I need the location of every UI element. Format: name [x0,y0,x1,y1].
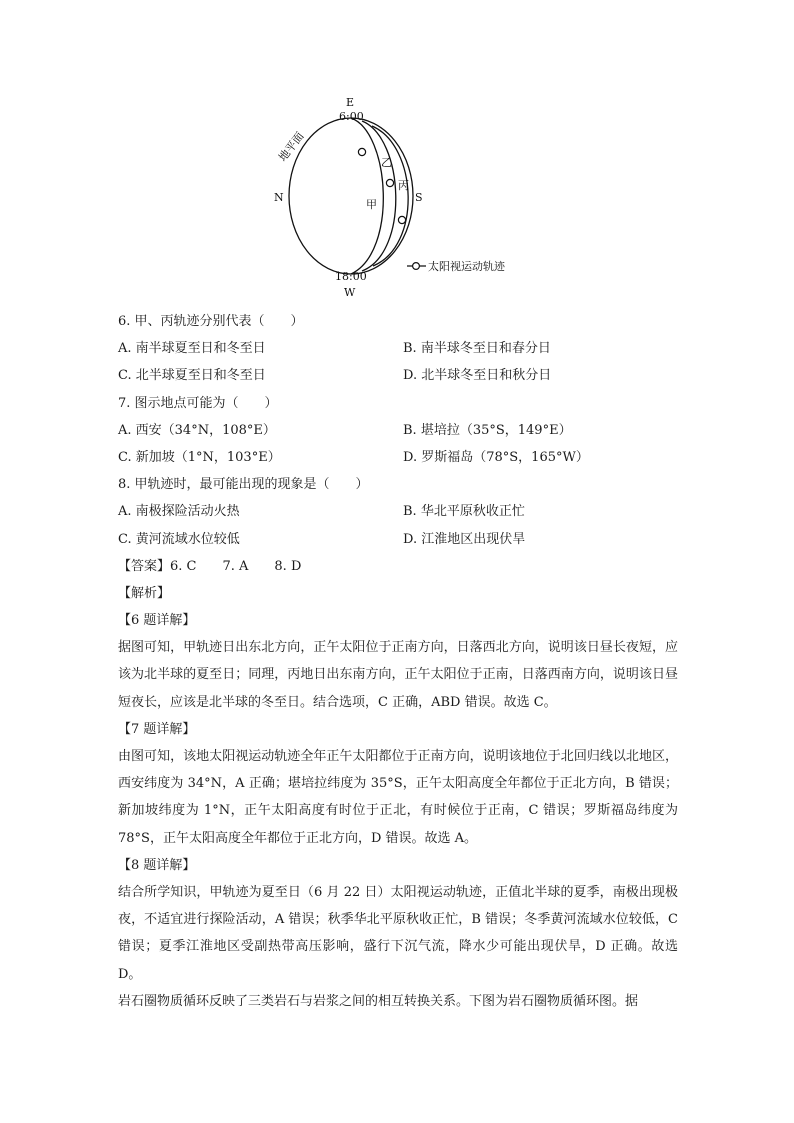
question-content [118,308,678,1015]
q6-options-ab [118,335,678,362]
label-horizon-plane: 地平面 [276,129,307,164]
q7-option-d: D. 罗斯福岛（78°S，165°W） [403,449,589,465]
next-question-intro: 岩石圈物质循环反映了三类岩石与岩浆之间的相互转换关系。下图为岩石圈物质循环图。据 [118,993,639,1009]
q6-options-cd [118,362,678,389]
label-6-00: 6:00 [339,110,364,123]
label-s: S [415,191,423,204]
q8-options-cd [118,526,678,553]
q6-option-b: B. 南半球冬至日和春分日 [403,341,551,357]
label-e: E [346,96,355,109]
q7-options-cd [118,444,678,471]
q6-option-c: C. 北半球夏至日和冬至日 [118,368,266,384]
detail-8-body: 结合所学知识，甲轨迹为夏至日（6 月 22 日）太阳视运动轨迹，正值北半球的夏季，南极出现极夜，不适宜进行探险活动，A 错误；秋季华北平原秋收正忙，B 错误；冬季黄河流域水位较低，C 错误；夏季江淮地区受副热带高压影响，盛行下沉气流，降水少可能出现伏旱，D 正确。故选 D。 [118,885,678,982]
q8-option-a: A. 南极探险活动火热 [118,504,240,520]
q8-stem: 8. 甲轨迹时，最可能出现的现象是（ ） [118,477,369,493]
track-bing [372,126,408,266]
q7-option-c: C. 新加坡（1°N，103°E） [118,449,281,465]
track-yi [362,121,396,271]
q8-option-b: B. 华北平原秋收正忙 [403,504,525,520]
q7-options-ab [118,417,678,444]
q8-option-c: C. 黄河流域水位较低 [118,531,240,547]
sun-marker-jia [358,148,365,155]
track-jia [351,118,383,274]
legend-marker [413,263,420,270]
label-bing: 丙 [398,179,409,192]
q8-options-ab [118,498,678,525]
detail-8-heading: 【8 题详解】 [118,857,196,873]
legend-label: 太阳视运动轨迹 [428,260,505,273]
detail-6-heading: 【6 题详解】 [118,613,196,629]
q6-stem: 6. 甲、丙轨迹分别代表（ ） [118,314,304,329]
detail-7-body: 由图可知，该地太阳视运动轨迹全年正午太阳都位于正南方向，说明该地位于北回归线以北地区，西安纬度为 34°N，A 正确；堪培拉纬度为 35°S，正午太阳高度全年都位于正北方向，B 错误；新加坡纬度为 1°N，正午太阳高度有时位于正北，有时候位于正南，C 错误；罗斯福岛纬度为 78°S，正午太阳高度全年都位于正北方向，D 错误。故选 A。 [118,749,678,846]
detail-7-heading: 【7 题详解】 [118,721,196,737]
analysis-heading: 【解析】 [118,585,171,601]
answer-line: 【答案】6. C 7. A 8. D [118,558,302,574]
label-n: N [274,191,284,204]
horizon-circle [289,118,413,274]
sun-path-diagram [262,92,532,304]
sun-path-svg [262,92,532,304]
label-18-00: 18:00 [335,270,367,283]
q6-option-a: A. 南半球夏至日和冬至日 [118,341,266,357]
label-w: W [344,286,356,299]
sun-marker-yi [386,179,393,186]
sun-marker-bing [398,216,405,223]
detail-6-body: 据图可知，甲轨迹日出东北方向，正午太阳位于正南方向，日落西北方向，说明该日昼长夜短，应该为北半球的夏至日；同理，丙地日出东南方向，正午太阳位于正南，日落西南方向，说明该日昼短夜长，应该是北半球的冬至日。结合选项，C 正确，ABD 错误。故选 C。 [118,640,678,710]
q7-option-a: A. 西安（34°N，108°E） [118,422,276,438]
q6-option-d: D. 北半球冬至日和秋分日 [403,368,552,384]
q7-stem: 7. 图示地点可能为（ ） [118,395,278,411]
q8-option-d: D. 江淮地区出现伏旱 [403,531,526,547]
label-yi: 乙 [381,156,392,169]
label-jia: 甲 [366,198,377,211]
q7-option-b: B. 堪培拉（35°S，149°E） [403,422,572,438]
